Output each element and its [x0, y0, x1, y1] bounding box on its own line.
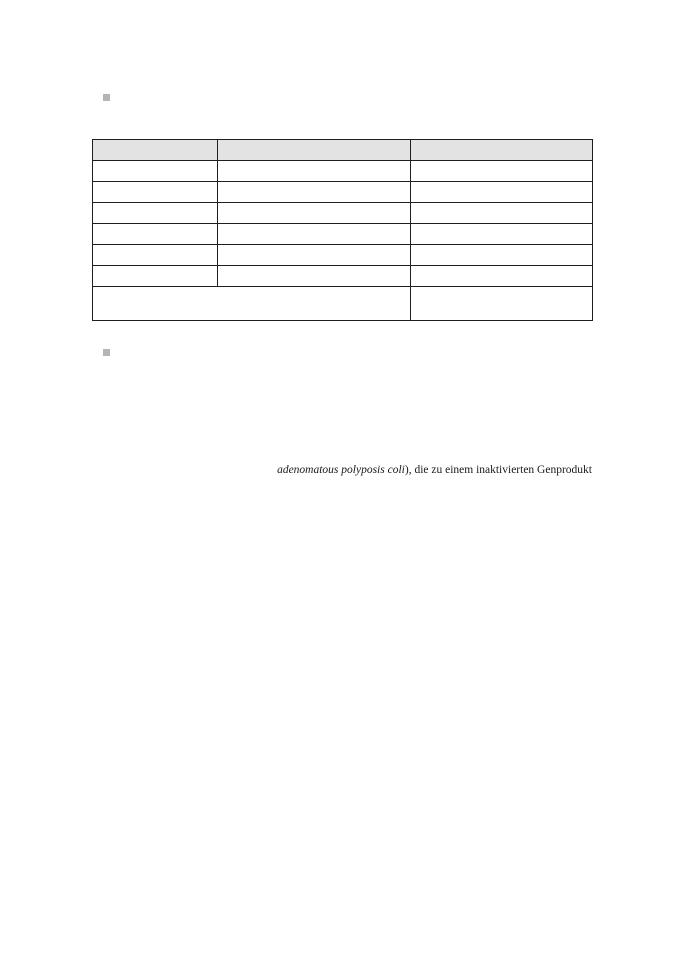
- italic-term: adenomatous polyposis coli: [277, 464, 405, 476]
- body-text-line: [100, 462, 592, 478]
- table-cell: [93, 182, 218, 203]
- table-header-cell: [218, 140, 411, 161]
- table-cell: [411, 224, 593, 245]
- table-row: [93, 161, 593, 182]
- table-footer-row: [93, 287, 593, 321]
- table-cell: [93, 245, 218, 266]
- table-cell: [218, 224, 411, 245]
- table-cell: [218, 266, 411, 287]
- table-header-cell: [411, 140, 593, 161]
- table-footer-cell: [411, 287, 593, 321]
- table-row: [93, 203, 593, 224]
- table-row: [93, 182, 593, 203]
- table-cell: [218, 203, 411, 224]
- table-header-row: [93, 140, 593, 161]
- data-table: [92, 139, 593, 321]
- table-cell: [218, 161, 411, 182]
- table-header-cell: [93, 140, 218, 161]
- section-bullet-marker: [103, 349, 110, 356]
- body-text: ), die zu einem inaktivierten Genprodukt: [404, 464, 592, 476]
- table-cell: [411, 182, 593, 203]
- table-cell: [411, 266, 593, 287]
- table-row: [93, 224, 593, 245]
- table-footer-merged-cell: [93, 287, 411, 321]
- table-cell: [411, 245, 593, 266]
- table-cell: [93, 224, 218, 245]
- table-cell: [93, 161, 218, 182]
- table-cell: [93, 266, 218, 287]
- table-cell: [93, 203, 218, 224]
- section-bullet-marker: [103, 94, 110, 101]
- table-cell: [411, 203, 593, 224]
- table-row: [93, 245, 593, 266]
- table-cell: [218, 245, 411, 266]
- table-cell: [411, 161, 593, 182]
- table-cell: [218, 182, 411, 203]
- table-row: [93, 266, 593, 287]
